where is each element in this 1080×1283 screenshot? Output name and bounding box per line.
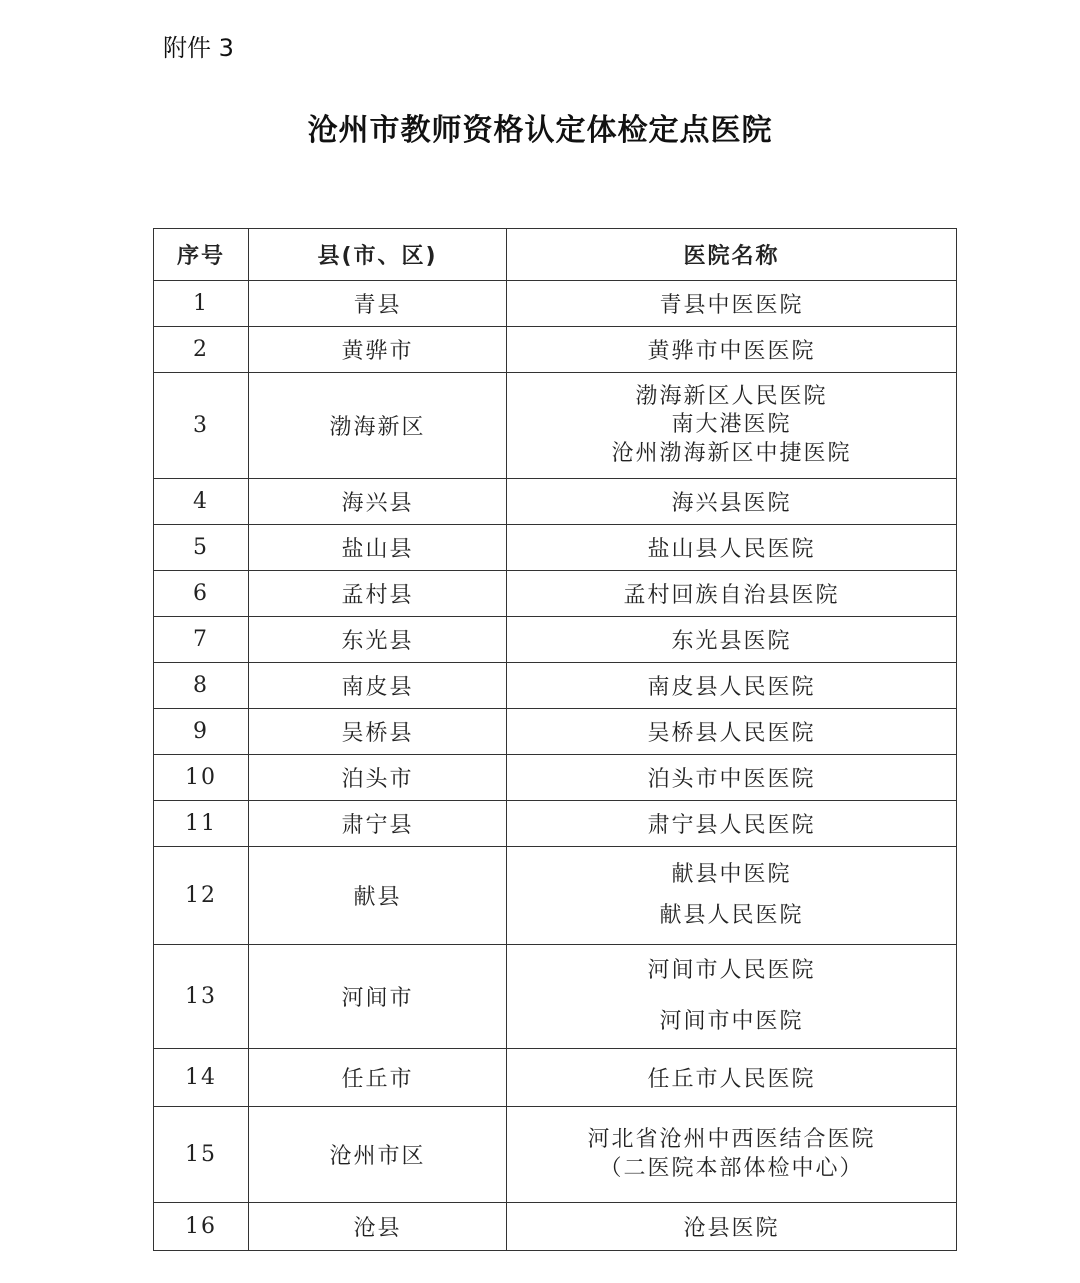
row-number: 16 <box>154 1203 249 1251</box>
table-header-row <box>154 229 957 281</box>
row-county: 献县 <box>249 847 507 945</box>
row-county: 黄骅市 <box>249 327 507 373</box>
row-hospital: 献县中医院 <box>671 861 792 887</box>
row-hospital: 孟村回族自治县医院 <box>507 571 957 617</box>
row-number: 10 <box>154 755 249 801</box>
row-county: 任丘市 <box>249 1049 507 1107</box>
row-hospital: 黄骅市中医医院 <box>507 327 957 373</box>
row-number: 5 <box>154 525 249 571</box>
row-number: 9 <box>154 709 249 755</box>
table-row <box>154 617 957 663</box>
row-hospital: 渤海新区人民医院 <box>635 383 828 409</box>
table-row <box>154 801 957 847</box>
row-hospital-list <box>507 1107 957 1203</box>
row-hospital: 盐山县人民医院 <box>507 525 957 571</box>
row-county: 海兴县 <box>249 479 507 525</box>
row-county: 沧州市区 <box>249 1107 507 1203</box>
row-county: 泊头市 <box>249 755 507 801</box>
row-county: 渤海新区 <box>249 373 507 479</box>
page-title: 沧州市教师资格认定体检定点医院 <box>307 113 773 148</box>
table-row <box>154 1203 957 1251</box>
row-number: 15 <box>154 1107 249 1203</box>
row-hospital-note: （二医院本部体检中心） <box>599 1155 864 1181</box>
row-county: 南皮县 <box>249 663 507 709</box>
row-hospital: 东光县医院 <box>507 617 957 663</box>
row-number: 13 <box>154 945 249 1049</box>
table-row <box>154 281 957 327</box>
table-row <box>154 479 957 525</box>
table-row <box>154 525 957 571</box>
row-number: 7 <box>154 617 249 663</box>
header-number: 序号 <box>154 229 249 281</box>
row-hospital: 泊头市中医医院 <box>507 755 957 801</box>
attachment-label: 附件 3 <box>163 34 234 62</box>
row-number: 12 <box>154 847 249 945</box>
row-number: 1 <box>154 281 249 327</box>
row-number: 3 <box>154 373 249 479</box>
row-hospital: 海兴县医院 <box>507 479 957 525</box>
row-county: 东光县 <box>249 617 507 663</box>
row-hospital: 青县中医医院 <box>507 281 957 327</box>
row-hospital: 南皮县人民医院 <box>507 663 957 709</box>
row-hospital: 肃宁县人民医院 <box>507 801 957 847</box>
row-county: 肃宁县 <box>249 801 507 847</box>
table-row <box>154 1049 957 1107</box>
row-hospital: 沧县医院 <box>507 1203 957 1251</box>
row-county: 河间市 <box>249 945 507 1049</box>
table-row <box>154 663 957 709</box>
row-hospital-list <box>507 373 957 479</box>
table-row <box>154 1107 957 1203</box>
table-row <box>154 709 957 755</box>
table-row <box>154 327 957 373</box>
row-hospital: 献县人民医院 <box>659 902 804 928</box>
row-county: 沧县 <box>249 1203 507 1251</box>
row-hospital: 南大港医院 <box>671 412 792 438</box>
row-county: 青县 <box>249 281 507 327</box>
row-hospital-list <box>507 945 957 1049</box>
row-number: 6 <box>154 571 249 617</box>
row-hospital: 河间市人民医院 <box>647 957 816 983</box>
row-hospital: 沧州渤海新区中捷医院 <box>611 440 852 466</box>
hospital-table <box>153 228 957 1251</box>
row-hospital: 河北省沧州中西医结合医院 <box>587 1126 876 1152</box>
row-number: 8 <box>154 663 249 709</box>
row-hospital: 吴桥县人民医院 <box>507 709 957 755</box>
row-number: 14 <box>154 1049 249 1107</box>
row-number: 11 <box>154 801 249 847</box>
header-county: 县(市、区) <box>249 229 507 281</box>
table-row <box>154 373 957 479</box>
table-row <box>154 847 957 945</box>
table-row <box>154 571 957 617</box>
header-hospital-name: 医院名称 <box>507 229 957 281</box>
row-number: 2 <box>154 327 249 373</box>
row-county: 吴桥县 <box>249 709 507 755</box>
row-number: 4 <box>154 479 249 525</box>
row-hospital: 河间市中医院 <box>659 1008 804 1034</box>
row-hospital-list <box>507 847 957 945</box>
row-county: 盐山县 <box>249 525 507 571</box>
row-hospital: 任丘市人民医院 <box>507 1049 957 1107</box>
row-county: 孟村县 <box>249 571 507 617</box>
table-row <box>154 755 957 801</box>
table-row <box>154 945 957 1049</box>
